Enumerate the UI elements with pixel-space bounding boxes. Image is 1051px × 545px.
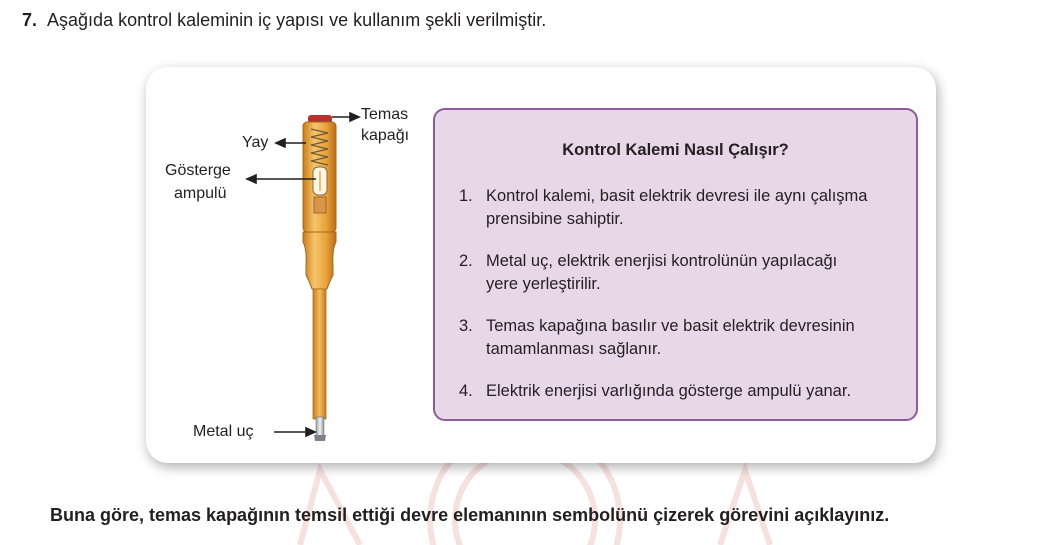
pen-grip [303,232,336,289]
item-line: Kontrol kalemi, basit elektrik devresi ile aynı çalışma [486,187,868,205]
item-number: 3. [459,317,473,335]
label-metal-uc: Metal uç [193,423,254,440]
question-intro: Aşağıda kontrol kaleminin iç yapısı ve kullanım şekli verilmiştir. [47,10,547,30]
arrow-temas [350,113,359,121]
list-item [459,315,919,361]
item-line: Elektrik enerjisi varlığında gösterge ampulü yanar. [486,382,852,400]
list-item [459,250,919,296]
label-kapagi: kapağı [361,127,410,144]
question-header [22,10,546,31]
arrow-metal-uc [306,428,315,436]
arrow-yay [276,139,285,147]
item-number: 2. [459,252,473,270]
info-box [433,108,918,421]
question-number: 7. [22,10,38,30]
label-temas: Temas [361,106,409,123]
pen-shaft [313,289,326,419]
list-item [459,185,919,231]
label-gosterge: Gösterge [165,162,231,179]
label-yay: Yay [242,134,269,151]
list-item [459,380,919,403]
item-line: prensibine sahiptir. [486,210,624,228]
item-number: 1. [459,187,473,205]
label-ampulu: ampulü [174,185,227,202]
item-number: 4. [459,382,473,400]
info-list [459,185,919,422]
item-line: Temas kapağına basılır ve basit elektrik devresinin [486,317,855,335]
item-line: yere yerleştirilir. [486,275,601,293]
question-prompt: Buna göre, temas kapağının temsil ettiği devre elemanının sembolünü çizerek görevini açıklayınız. [50,505,890,525]
item-line: Metal uç, elektrik enerjisi kontrolünün yapılacağı [486,252,838,270]
info-box-title: Kontrol Kalemi Nasıl Çalışır? [562,141,789,159]
arrow-gosterge [247,175,256,183]
item-line: tamamlanması sağlanır. [486,340,662,358]
